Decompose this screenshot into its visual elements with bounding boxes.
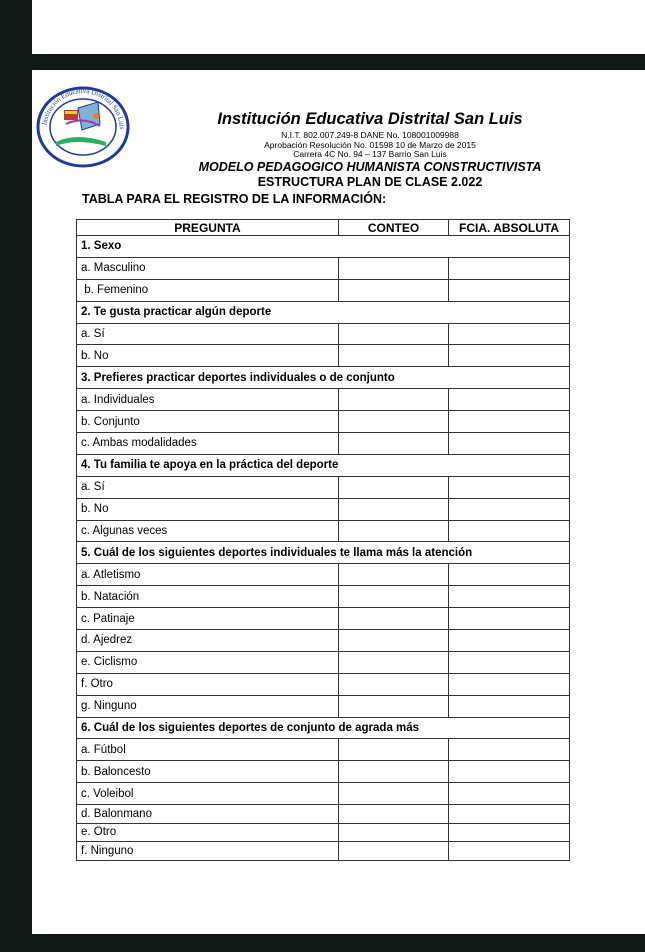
- option-row: [77, 411, 570, 433]
- institution-title: Institución Educativa Distrital San Luis: [217, 110, 523, 128]
- abs-frequency-cell[interactable]: [449, 805, 570, 824]
- abs-frequency-cell[interactable]: [449, 389, 570, 411]
- count-cell[interactable]: [339, 805, 449, 824]
- count-cell[interactable]: [339, 630, 449, 652]
- count-cell[interactable]: [339, 411, 449, 433]
- option-row: [77, 695, 570, 717]
- abs-frequency-cell[interactable]: [449, 257, 570, 279]
- question-text: 2. Te gusta practicar algún deporte: [77, 301, 339, 323]
- option-label: e. Ciclismo: [77, 651, 339, 673]
- count-cell[interactable]: [339, 433, 449, 455]
- option-label: e. Otro: [77, 823, 339, 842]
- question-text: 4. Tu familia te apoya en la práctica del deporte: [77, 454, 339, 476]
- option-label: f. Ninguno: [77, 842, 339, 861]
- count-cell[interactable]: [339, 586, 449, 608]
- question-count-cell: [339, 454, 449, 476]
- option-row: [77, 651, 570, 673]
- option-label: b. Natación: [77, 586, 339, 608]
- option-label: c. Algunas veces: [77, 520, 339, 542]
- question-count-cell: [339, 236, 449, 258]
- option-label: d. Balonmano: [77, 805, 339, 824]
- option-label: c. Voleibol: [77, 783, 339, 805]
- abs-frequency-cell[interactable]: [449, 673, 570, 695]
- abs-frequency-cell[interactable]: [449, 739, 570, 761]
- abs-frequency-cell[interactable]: [449, 695, 570, 717]
- count-cell[interactable]: [339, 761, 449, 783]
- count-cell[interactable]: [339, 783, 449, 805]
- column-header-question: PREGUNTA: [77, 220, 339, 236]
- question-frequency-cell: [449, 367, 570, 389]
- column-header-count: CONTEO: [339, 220, 449, 236]
- count-cell[interactable]: [339, 823, 449, 842]
- count-cell[interactable]: [339, 389, 449, 411]
- table-body: [77, 236, 570, 861]
- option-row: [77, 823, 570, 842]
- option-row: [77, 673, 570, 695]
- resolution-line: Aprobación Resolución No. 01598 10 de Marzo de 2015: [264, 140, 476, 150]
- option-row: [77, 586, 570, 608]
- option-row: [77, 842, 570, 861]
- abs-frequency-cell[interactable]: [449, 279, 570, 301]
- question-row: [77, 301, 570, 323]
- question-text: 5. Cuál de los siguientes deportes individuales te llama más la atención: [77, 542, 339, 564]
- question-row: [77, 367, 570, 389]
- abs-frequency-cell[interactable]: [449, 433, 570, 455]
- option-label: g. Ninguno: [77, 695, 339, 717]
- question-frequency-cell: [449, 236, 570, 258]
- option-row: [77, 805, 570, 824]
- option-label: a. Atletismo: [77, 564, 339, 586]
- option-label: d. Ajedrez: [77, 630, 339, 652]
- abs-frequency-cell[interactable]: [449, 564, 570, 586]
- count-cell[interactable]: [339, 608, 449, 630]
- option-label: b. No: [77, 345, 339, 367]
- question-row: [77, 717, 570, 739]
- option-label: c. Ambas modalidades: [77, 433, 339, 455]
- count-cell[interactable]: [339, 257, 449, 279]
- question-count-cell: [339, 301, 449, 323]
- question-frequency-cell: [449, 717, 570, 739]
- option-row: [77, 564, 570, 586]
- register-table-title: TABLA PARA EL REGISTRO DE LA INFORMACIÓN:: [82, 192, 387, 206]
- option-label: b. Femenino: [77, 279, 339, 301]
- abs-frequency-cell[interactable]: [449, 842, 570, 861]
- abs-frequency-cell[interactable]: [449, 783, 570, 805]
- option-label: a. Sí: [77, 323, 339, 345]
- count-cell[interactable]: [339, 739, 449, 761]
- abs-frequency-cell[interactable]: [449, 411, 570, 433]
- count-cell[interactable]: [339, 651, 449, 673]
- school-logo-icon: [36, 86, 130, 168]
- option-row: [77, 323, 570, 345]
- count-cell[interactable]: [339, 564, 449, 586]
- question-row: [77, 454, 570, 476]
- option-label: f. Otro: [77, 673, 339, 695]
- question-text: 1. Sexo: [77, 236, 339, 258]
- option-row: [77, 498, 570, 520]
- count-cell[interactable]: [339, 520, 449, 542]
- option-label: a. Fútbol: [77, 739, 339, 761]
- pedagogical-model: MODELO PEDAGOGICO HUMANISTA CONSTRUCTIVISTA: [198, 160, 542, 174]
- count-cell[interactable]: [339, 345, 449, 367]
- option-row: [77, 476, 570, 498]
- abs-frequency-cell[interactable]: [449, 345, 570, 367]
- question-row: [77, 236, 570, 258]
- register-table: [76, 219, 570, 861]
- count-cell[interactable]: [339, 673, 449, 695]
- abs-frequency-cell[interactable]: [449, 498, 570, 520]
- logo-ring-text: Institución Educativa Distrital San Luis: [40, 86, 127, 130]
- option-label: a. Individuales: [77, 389, 339, 411]
- question-text: 6. Cuál de los siguientes deportes de conjunto de agrada más: [77, 717, 339, 739]
- abs-frequency-cell[interactable]: [449, 608, 570, 630]
- option-label: a. Sí: [77, 476, 339, 498]
- option-row: [77, 739, 570, 761]
- count-cell[interactable]: [339, 695, 449, 717]
- count-cell[interactable]: [339, 323, 449, 345]
- question-frequency-cell: [449, 454, 570, 476]
- top-dark-band: [32, 54, 645, 70]
- count-cell[interactable]: [339, 842, 449, 861]
- option-row: [77, 783, 570, 805]
- abs-frequency-cell[interactable]: [449, 323, 570, 345]
- question-text: 3. Prefieres practicar deportes individuales o de conjunto: [77, 367, 339, 389]
- count-cell[interactable]: [339, 476, 449, 498]
- option-label: b. Conjunto: [77, 411, 339, 433]
- option-row: [77, 257, 570, 279]
- option-label: b. Baloncesto: [77, 761, 339, 783]
- plan-structure: ESTRUCTURA PLAN DE CLASE 2.022: [257, 175, 483, 189]
- option-label: b. No: [77, 498, 339, 520]
- option-row: [77, 520, 570, 542]
- option-row: [77, 433, 570, 455]
- bottom-dark-band: [32, 934, 645, 952]
- option-row: [77, 389, 570, 411]
- count-cell[interactable]: [339, 498, 449, 520]
- option-label: a. Masculino: [77, 257, 339, 279]
- abs-frequency-cell[interactable]: [449, 476, 570, 498]
- column-header-abs-frequency: FCIA. ABSOLUTA: [449, 220, 570, 236]
- option-row: [77, 279, 570, 301]
- abs-frequency-cell[interactable]: [449, 586, 570, 608]
- abs-frequency-cell[interactable]: [449, 651, 570, 673]
- table-header-row: [77, 220, 570, 236]
- option-label: c. Patinaje: [77, 608, 339, 630]
- question-frequency-cell: [449, 301, 570, 323]
- abs-frequency-cell[interactable]: [449, 823, 570, 842]
- count-cell[interactable]: [339, 279, 449, 301]
- question-row: [77, 542, 570, 564]
- option-row: [77, 608, 570, 630]
- abs-frequency-cell[interactable]: [449, 520, 570, 542]
- abs-frequency-cell[interactable]: [449, 761, 570, 783]
- option-row: [77, 761, 570, 783]
- option-row: [77, 630, 570, 652]
- address-line: Carrera 4C No. 94 – 137 Barrio San Luis: [293, 149, 447, 159]
- abs-frequency-cell[interactable]: [449, 630, 570, 652]
- nit-line: N.I.T. 802.007.249-8 DANE No. 108001009988: [281, 130, 459, 140]
- option-row: [77, 345, 570, 367]
